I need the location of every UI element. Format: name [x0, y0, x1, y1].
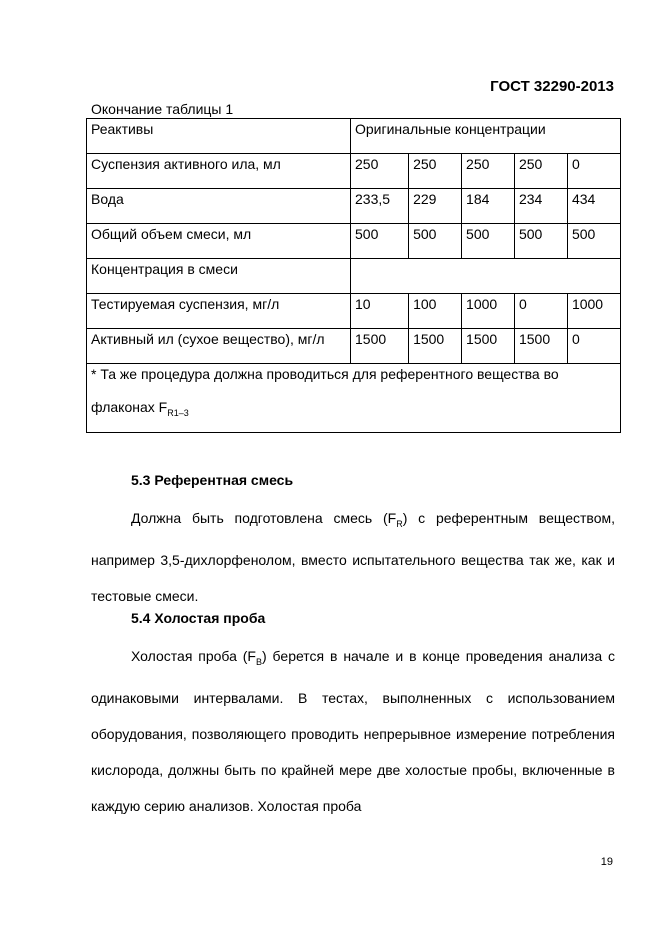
footnote-line-1: * Та же процедура должна проводиться для референтного вещества во — [91, 366, 559, 382]
header-reagents: Реактивы — [87, 119, 351, 154]
table-cell: 0 — [567, 329, 620, 364]
text-part: Холостая проба (F — [131, 648, 256, 664]
table-cell: 1000 — [567, 294, 620, 329]
table-cell: 500 — [409, 224, 462, 259]
table-caption: Окончание таблицы 1 — [91, 101, 234, 117]
footnote-subscript: R1–3 — [167, 407, 189, 418]
table-cell: 250 — [409, 154, 462, 189]
page-number: 19 — [600, 856, 613, 868]
row-label: Тестируемая суспензия, мг/л — [87, 294, 351, 329]
table-cell: 1500 — [462, 329, 515, 364]
table-cell: 1000 — [462, 294, 515, 329]
table-subheader-row — [87, 259, 621, 294]
table-header-row — [87, 119, 621, 154]
table-cell: 500 — [351, 224, 409, 259]
table-cell: 234 — [514, 189, 567, 224]
section-5-3-heading: 5.3 Референтная смесь — [131, 472, 294, 488]
table-footnote — [87, 364, 621, 433]
table-cell: 0 — [567, 154, 620, 189]
table-note-row — [87, 364, 621, 433]
section-5-4-text — [91, 638, 615, 824]
reagents-table — [86, 118, 621, 433]
table-cell: 0 — [514, 294, 567, 329]
table-cell: 500 — [514, 224, 567, 259]
table-row — [87, 189, 621, 224]
table-cell: 434 — [567, 189, 620, 224]
table-cell: 10 — [351, 294, 409, 329]
footnote-line-2 — [91, 399, 616, 422]
table-cell: 100 — [409, 294, 462, 329]
section-5-3-text — [91, 500, 615, 614]
row-label: Вода — [87, 189, 351, 224]
table-cell: 184 — [462, 189, 515, 224]
table-cell: 233,5 — [351, 189, 409, 224]
subheader-label: Концентрация в смеси — [87, 259, 351, 294]
table-row — [87, 154, 621, 189]
table-cell: 1500 — [514, 329, 567, 364]
row-label: Общий объем смеси, мл — [87, 224, 351, 259]
table-row — [87, 294, 621, 329]
section-5-4-heading: 5.4 Холостая проба — [131, 610, 266, 626]
table-cell: 250 — [351, 154, 409, 189]
subheader-empty-cell — [351, 259, 621, 294]
table-cell: 1500 — [351, 329, 409, 364]
footnote-text: флаконах F — [91, 399, 168, 415]
subscript: R — [396, 518, 403, 529]
table-cell: 250 — [462, 154, 515, 189]
header-concentrations: Оригинальные концентрации — [351, 119, 621, 154]
subscript: B — [256, 656, 263, 667]
table-cell: 229 — [409, 189, 462, 224]
document-code: ГОСТ 32290-2013 — [490, 78, 614, 95]
table-cell: 500 — [462, 224, 515, 259]
text-part: ) с референтным веществом, например 3,5-дихлорфенолом, вместо испытательного вещества так же, как и тестовые смеси. — [91, 510, 615, 604]
table-cell: 500 — [567, 224, 620, 259]
text-part: Должна быть подготовлена смесь (F — [131, 510, 397, 526]
table-row — [87, 329, 621, 364]
table-cell: 250 — [514, 154, 567, 189]
table-cell: 1500 — [409, 329, 462, 364]
table-row — [87, 224, 621, 259]
row-label: Суспензия активного ила, мл — [87, 154, 351, 189]
row-label: Активный ил (сухое вещество), мг/л — [87, 329, 351, 364]
text-part: ) берется в начале и в конце проведения анализа с одинаковыми интервалами. В тестах, выполненных с использованием оборудования, позволяющего проводить непрерывное измерение потребления кислорода, должны быть по крайней мере две холостые пробы, включенные в каждую серию анализов. Холостая проба — [91, 648, 615, 814]
